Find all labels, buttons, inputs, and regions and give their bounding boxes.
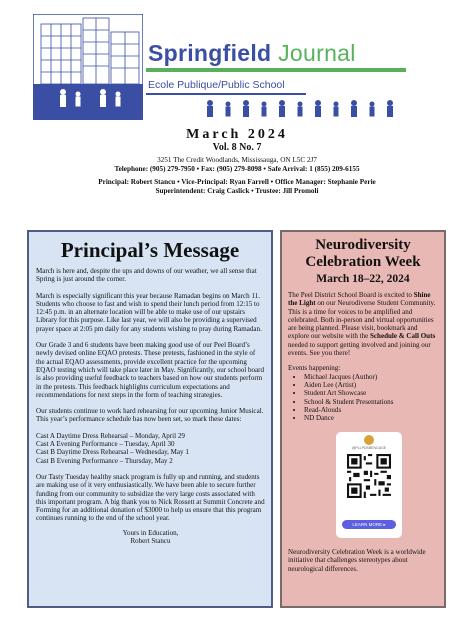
school-building-logo (33, 14, 143, 120)
intro-text: needed to support getting involved and joining our events. See you there! (288, 340, 431, 358)
signature: Robert Stancu (130, 537, 171, 546)
issue-date: March 2024 (186, 127, 288, 142)
subtitle-underline (146, 93, 306, 95)
list-item: • ND Dance (304, 414, 439, 422)
neurodiversity-title: Neurodiversity Celebration Week (305, 237, 421, 270)
paragraph: March is here and, despite the ups and downs of our weather, we all sense that Spring is just around the corner. (36, 267, 257, 284)
list-item: • Michael Jacques (Author) (304, 373, 439, 381)
schedule-item: Cast A Evening Performance – Tuesday, April 30 (36, 440, 175, 449)
events-list (288, 373, 439, 423)
masthead-divider (146, 68, 406, 72)
paragraph: Our students continue to work hard rehearsing for our upcoming Junior Musical. This year’s performance schedule has now been set, so mark these dates: (36, 407, 264, 424)
phone-numbers: Telephone: (905) 279-7950 • Fax: (905) 279-8098 • Safe Arrival: 1 (855) 209-6155 (114, 165, 360, 173)
intro-text: on our Neurodiverse Student Community. This is a time for voices to be amplified and celebrated. Both in-person and virtual opportunities are being planned. Please visit, bookmark and explore our website with the (288, 299, 436, 341)
children-silhouettes-graphic (200, 98, 400, 118)
musical-schedule (36, 432, 265, 465)
principal-message-title: Principal’s Message (60, 238, 240, 262)
intro-text: The Peel District School Board is excited to (288, 291, 414, 299)
newsletter-title-accent: Journal (278, 40, 356, 66)
neurodiversity-footer: Neurodiversity Celebration Week is a worldwide initiative that challenges stereotypes about neurological differences. (288, 548, 426, 573)
paragraph: Our Tasty Tuesday healthy snack program is fully up and running, and students are making use of it very enthusiastically. We have been able to secure further funding from our community to subsidize the very large costs associated with this important program. A big thank you to Nick Rossett at Summit Concrete and Forming for an additional donation of $3000 to help us ensure that this program continues running to the end of the school year. (36, 472, 265, 523)
list-item: • Aiden Lee (Artist) (304, 381, 439, 389)
paragraph: March is especially significant this year because Ramadan begins on March 11. Students who choose to fast and wish to spend their lunch period from 12:15 to 12:45 p.m. in an alternate location will be able to make use of our upstairs Library for this purpose. Like last year, we will also be providing a supervised prayer space at 2:05 pm daily for any students wishing to pray during Ramadan. (36, 291, 262, 333)
list-item: • Student Art Showcase (304, 389, 439, 397)
schedule-item: Cast B Evening Performance – Thursday, May 2 (36, 456, 173, 465)
schedule-item: Cast A Daytime Dress Rehearsal – Monday, April 29 (36, 431, 185, 440)
intro-emphasis: Shine the Light (288, 291, 431, 308)
neurodiversity-body (282, 285, 444, 422)
staff-line: Principal: Robert Stancu • Vice-Principal: Ryan Farrell • Office Manager: Stephanie Perie (98, 178, 376, 186)
newsletter-title (148, 40, 356, 67)
qr-code-card[interactable] (336, 432, 402, 538)
issue-volume: Vol. 8 No. 7 (212, 142, 262, 153)
school-address: 3251 The Credit Woodlands, Mississauga, ON L5C 2J7 (157, 156, 317, 164)
qr-code-icon[interactable] (347, 454, 391, 498)
principal-message-body (29, 263, 271, 545)
board-line: Superintendent: Craig Caslick • Trustee: Jill Promoli (155, 187, 319, 195)
newsletter-title-main: Springfield (148, 40, 272, 66)
events-heading: Events happening: (288, 364, 341, 373)
masthead (0, 0, 474, 228)
learn-more-button[interactable]: LEARN MORE ▸ (342, 520, 396, 529)
paragraph: Our Grade 3 and 6 students have been making good use of our Peel Board’s newly devised online EQAO pretests. These pretests, fashioned in the style of the actual EQAO assessments, provide excellent practice for the upcoming EQAO testing which will take place later in May. Significantly, our school board is also providing useful feedback to teachers based on how our students perform in the pretests. This feedback highlights curriculum expectations and recommendations for next steps in the form of teaching strategies. (36, 341, 265, 399)
qr-handle: @PLLPDSBENGAGE (351, 446, 387, 450)
neurodiversity-panel (280, 230, 446, 608)
neurodiversity-intro (288, 291, 439, 357)
profile-icon (364, 435, 374, 445)
closing: Yours in Education, (122, 528, 179, 537)
principal-message-panel (27, 230, 273, 608)
schedule-item: Cast B Daytime Dress Rehearsal – Wednesday, May 1 (36, 448, 189, 457)
school-subtitle: Ecole Publique/Public School (148, 79, 285, 91)
list-item: • School & Student Presentations (304, 398, 439, 406)
intro-emphasis: Schedule & Call Outs (370, 332, 436, 341)
neurodiversity-dates: March 18–22, 2024 (316, 273, 410, 285)
list-item: • Read-Alouds (304, 406, 439, 414)
